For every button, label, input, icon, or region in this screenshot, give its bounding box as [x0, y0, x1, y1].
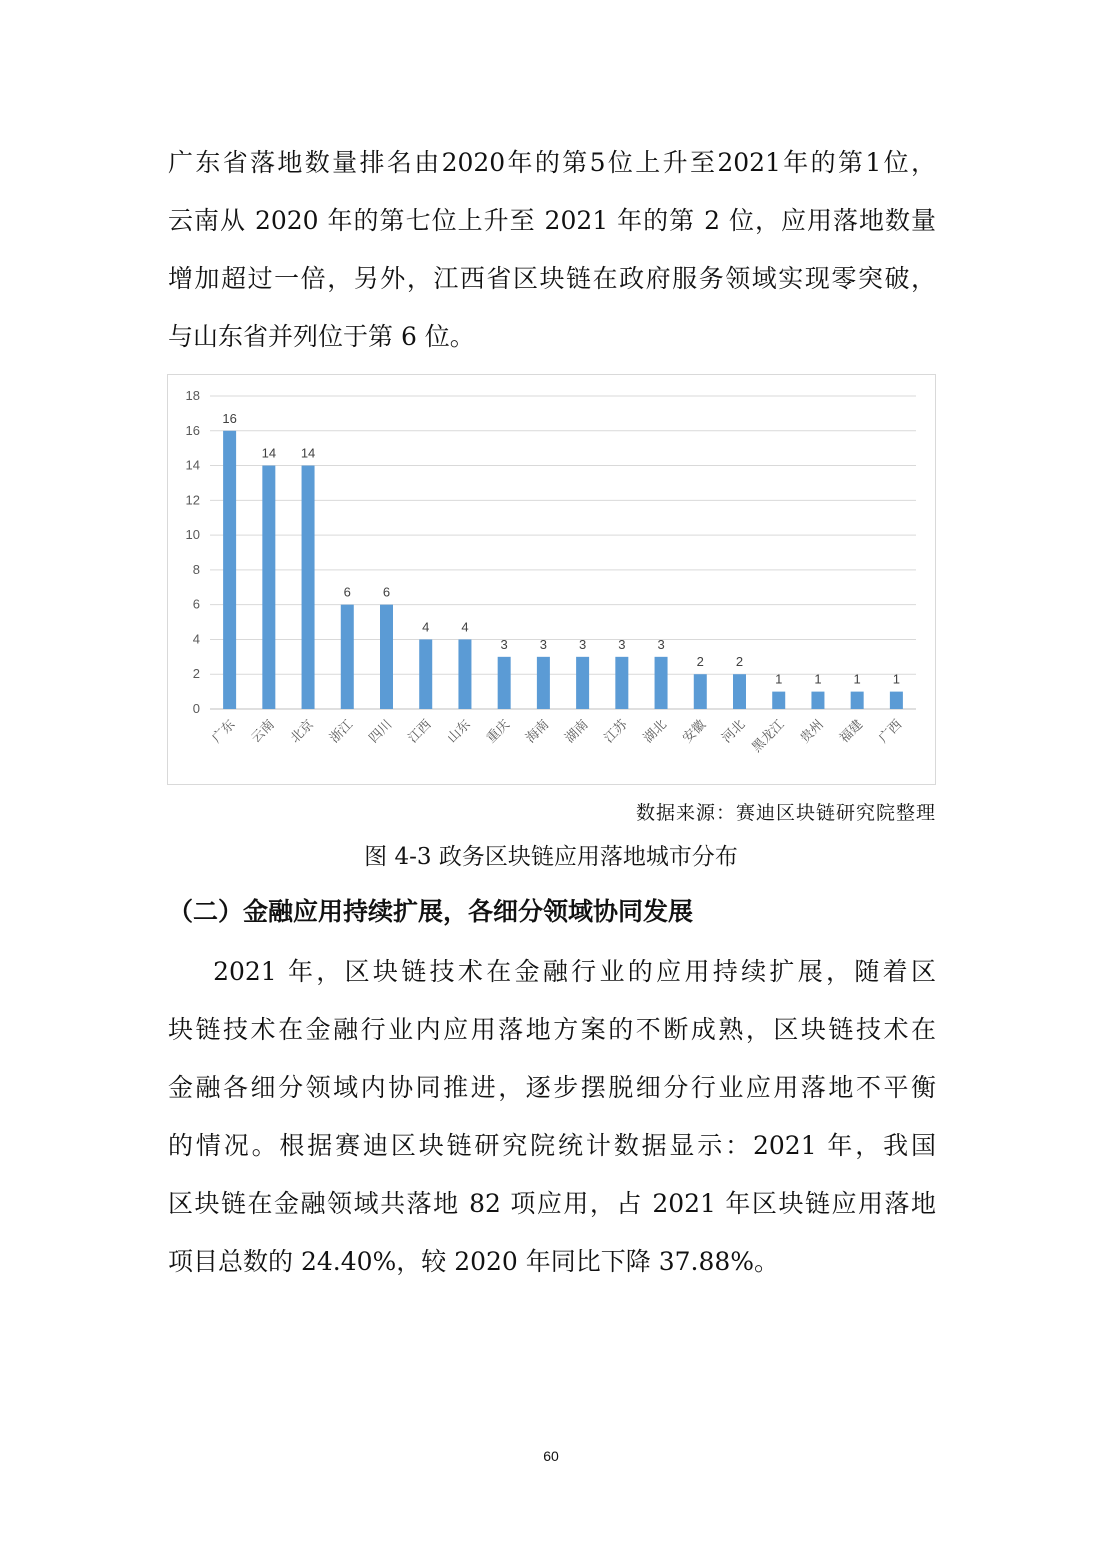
bar — [537, 657, 550, 709]
bar — [498, 657, 511, 709]
category-label: 河北 — [719, 717, 749, 747]
category-labels — [209, 716, 905, 756]
data-label: 1 — [853, 671, 861, 687]
data-label: 14 — [300, 445, 316, 461]
data-label: 1 — [814, 671, 822, 687]
y-tick-label: 14 — [185, 457, 200, 473]
category-label: 湖北 — [640, 717, 670, 747]
bar — [223, 431, 236, 709]
y-tick-label: 4 — [192, 631, 200, 647]
bar — [851, 692, 864, 709]
data-label: 1 — [775, 671, 783, 687]
data-labels — [222, 411, 900, 687]
category-label: 湖南 — [562, 717, 592, 747]
y-tick-label: 12 — [185, 492, 200, 508]
bar — [419, 639, 432, 709]
data-label: 16 — [222, 410, 237, 426]
paragraph-line: 区块链在金融领域共落地 82 项应用，占 2021 年区块链应用落地 — [168, 1189, 936, 1218]
category-label: 江苏 — [601, 717, 631, 747]
bar — [733, 674, 746, 709]
category-label: 广西 — [876, 717, 906, 747]
figure-caption: 图 4-3 政务区块链应用落地城市分布 — [364, 844, 738, 870]
data-label: 1 — [892, 671, 901, 687]
page-number: 60 — [543, 1448, 559, 1464]
data-source-note: 数据来源：赛迪区块链研究院整理 — [635, 802, 936, 824]
section-heading: （二）金融应用持续扩展，各细分领域协同发展 — [168, 897, 694, 926]
data-label: 3 — [539, 636, 548, 652]
category-label: 山东 — [444, 717, 474, 747]
data-label: 2 — [696, 654, 704, 670]
bar — [458, 639, 471, 709]
category-label: 福建 — [836, 717, 866, 747]
data-label: 3 — [618, 636, 626, 652]
paragraph-line: 云南从 2020 年的第七位上升至 2021 年的第 2 位，应用落地数量 — [168, 206, 936, 235]
paragraph-line: 与山东省并列位于第 6 位。 — [168, 322, 475, 351]
category-label: 浙江 — [327, 717, 357, 747]
category-label: 重庆 — [483, 717, 513, 747]
category-label: 北京 — [287, 717, 317, 747]
data-label: 3 — [578, 636, 587, 652]
y-tick-label: 2 — [192, 666, 200, 682]
bar — [302, 466, 315, 709]
paragraph-line: 广东省落地数量排名由2020年的第5位上升至2021年的第1位， — [168, 148, 936, 177]
paragraph-line: 项目总数的 24.40%，较 2020 年同比下降 37.88%。 — [168, 1247, 780, 1276]
category-label: 安徽 — [680, 717, 710, 747]
category-label: 广东 — [209, 717, 239, 747]
data-label: 4 — [422, 619, 430, 635]
y-tick-label: 6 — [192, 596, 200, 612]
paragraph-line: 2021 年，区块链技术在金融行业的应用持续扩展，随着区 — [168, 957, 936, 986]
category-label: 四川 — [366, 717, 396, 747]
category-label: 黑龙江 — [749, 717, 788, 756]
category-label: 海南 — [523, 717, 553, 747]
category-label: 江西 — [405, 717, 435, 747]
y-axis-ticks — [186, 388, 200, 716]
gridlines — [210, 396, 916, 709]
data-label: 4 — [461, 619, 469, 635]
bar — [772, 692, 785, 709]
chart-canvas — [168, 375, 935, 784]
bar — [341, 605, 354, 709]
bar — [576, 657, 589, 709]
data-label: 3 — [657, 636, 665, 652]
data-label: 2 — [735, 654, 744, 670]
category-label: 贵州 — [797, 717, 827, 747]
data-label: 14 — [261, 445, 277, 461]
bar — [615, 657, 628, 709]
paragraph-line: 的情况。根据赛迪区块链研究院统计数据显示：2021 年，我国 — [168, 1131, 936, 1160]
paragraph-line: 增加超过一倍，另外，江西省区块链在政府服务领域实现零突破， — [168, 264, 936, 293]
bar — [380, 605, 393, 709]
y-tick-label: 10 — [185, 527, 200, 543]
bar — [262, 466, 275, 709]
category-label: 云南 — [248, 717, 278, 747]
bar — [890, 692, 903, 709]
data-label: 6 — [343, 584, 351, 600]
y-tick-label: 16 — [185, 422, 200, 438]
y-tick-label: 0 — [192, 701, 200, 716]
paragraph-line: 块链技术在金融行业内应用落地方案的不断成熟，区块链技术在 — [168, 1015, 936, 1044]
bar — [655, 657, 668, 709]
bar-chart — [167, 374, 936, 785]
y-tick-label: 8 — [192, 561, 200, 577]
bar — [694, 674, 707, 709]
data-label: 6 — [382, 584, 391, 600]
intro-paragraph — [168, 134, 936, 366]
body-paragraph — [168, 943, 936, 1291]
data-label: 3 — [500, 636, 508, 652]
y-tick-label: 18 — [185, 388, 200, 403]
bar — [811, 692, 824, 709]
paragraph-line: 金融各细分领域内协同推进，逐步摆脱细分行业应用落地不平衡 — [168, 1073, 936, 1102]
